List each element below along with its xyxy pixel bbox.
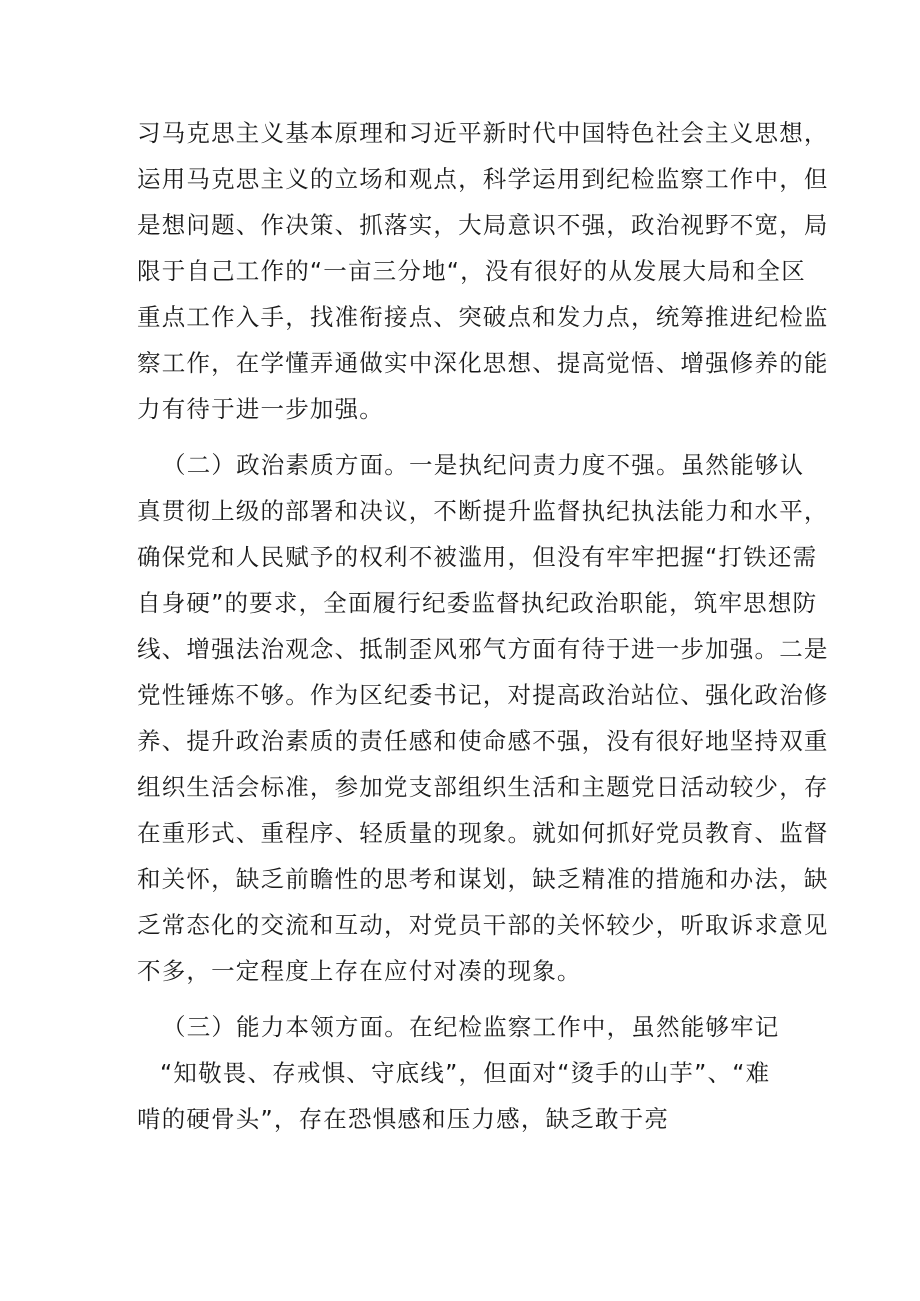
section-heading-line: （三）能力本领方面。在纪检监察工作中，虽然能够牢记 <box>162 1013 780 1041</box>
text-line: 确保党和人民赋予的权利不被滥用，但没有牢牢把握“打铁还需 <box>137 543 818 571</box>
text-line: 是想问题、作决策、抓落实，大局意识不强，政治视野不宽，局 <box>137 211 829 239</box>
text-line: 力有待于进一步加强。 <box>137 395 384 423</box>
text-line: 和关怀，缺乏前瞻性的思考和谋划，缺乏精准的措施和办法，缺 <box>137 865 829 893</box>
text-line: 组织生活会标准，参加党支部组织生活和主题党日活动较少，存 <box>137 773 829 801</box>
text-line: 限于自己工作的“一亩三分地“，没有很好的从发展大局和全区 <box>137 257 806 285</box>
text-line: 运用马克思主义的立场和观点，科学运用到纪检监察工作中，但 <box>137 165 829 193</box>
section-heading-line: （二）政治素质方面。一是执纪问责力度不强。虽然能够认 <box>162 451 805 479</box>
text-line: 啃的硬骨头”，存在恐惧感和压力感，缺乏敢于亮 <box>137 1105 670 1133</box>
text-line: 自身硬”的要求，全面履行纪委监督执纪政治职能，筑牢思想防 <box>137 589 818 617</box>
text-line: “知敬畏、存戒惧、守底线”，但面对“烫手的山芋”、“难 <box>160 1059 771 1087</box>
text-line: 党性锤炼不够。作为区纪委书记，对提高政治站位、强化政治修 <box>137 681 829 709</box>
text-line: 线、增强法治观念、抵制歪风邪气方面有待于进一步加强。二是 <box>137 635 829 663</box>
text-line: 真贯彻上级的部署和决议，不断提升监督执纪执法能力和水平， <box>137 497 829 525</box>
text-line: 习马克思主义基本原理和习近平新时代中国特色社会主义思想， <box>137 119 829 147</box>
text-line: 不多，一定程度上存在应付对凑的现象。 <box>137 957 582 985</box>
text-line: 在重形式、重程序、轻质量的现象。就如何抓好党员教育、监督 <box>137 819 829 847</box>
text-line: 乏常态化的交流和互动，对党员干部的关怀较少，听取诉求意见 <box>137 911 829 939</box>
text-line: 重点工作入手，找准衔接点、突破点和发力点，统筹推进纪检监 <box>137 303 829 331</box>
text-line: 养、提升政治素质的责任感和使命感不强，没有很好地坚持双重 <box>137 727 829 755</box>
text-line: 察工作，在学懂弄通做实中深化思想、提高觉悟、增强修养的能 <box>137 349 829 377</box>
